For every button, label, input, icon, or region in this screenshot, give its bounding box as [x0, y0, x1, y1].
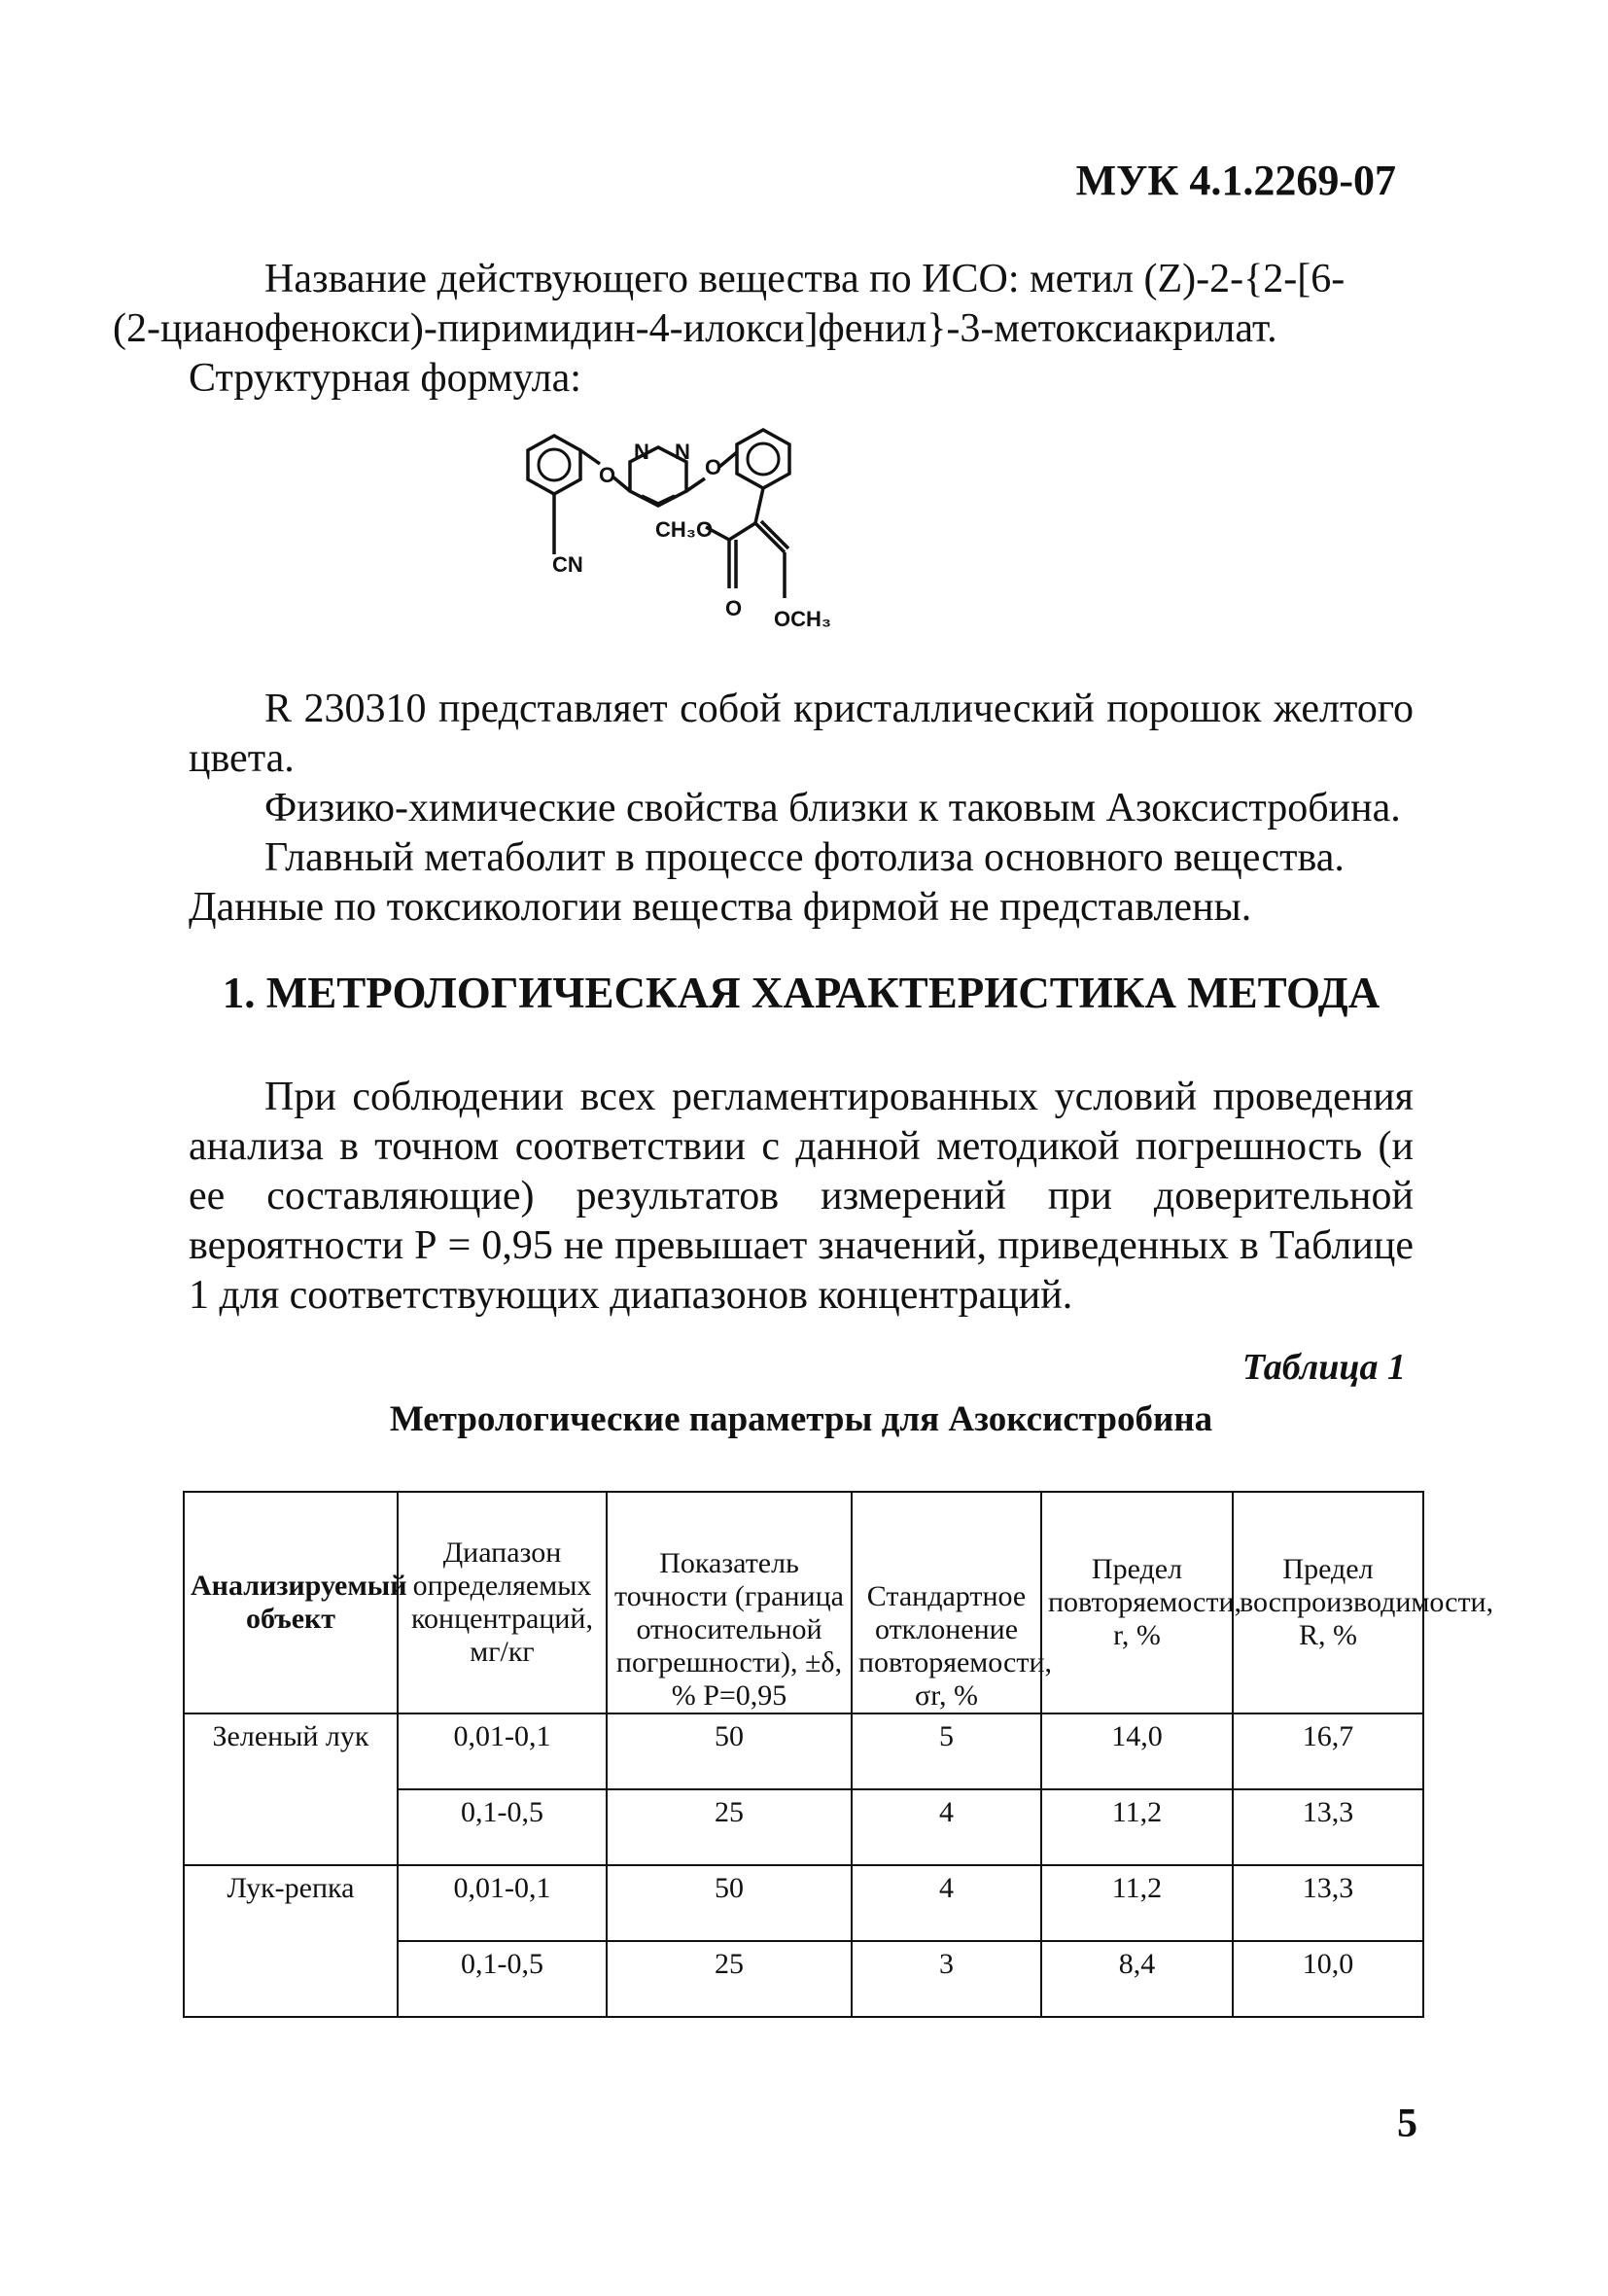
table-cell: 0,01-0,1: [398, 1865, 607, 1941]
table-cell: 13,3: [1233, 1789, 1423, 1865]
atom-o2: O: [705, 455, 722, 479]
table-title: Метрологические параметры для Азоксистробина: [389, 1399, 1213, 1439]
page-number: 5: [1397, 2102, 1417, 2146]
table-cell: 14,0: [1041, 1713, 1233, 1789]
table-row: [184, 1713, 1423, 1789]
object-cell: Лук-репка: [184, 1865, 398, 2017]
group-ch3o: CH₃O: [655, 517, 714, 542]
substance-name: [113, 255, 1414, 404]
table-label: Таблица 1: [1241, 1347, 1406, 1388]
description-p3-line1: Главный метаболит в процессе фотолиза основного вещества.: [264, 835, 1345, 880]
description-p1: R 230310 представляет собой кристаллический порошок желтого цвета.: [189, 687, 1414, 781]
substance-name-line1: Название действующего вещества по ИСО: метил (Z)-2-{2-[6-: [264, 257, 1346, 301]
table-cell: 3: [852, 1941, 1041, 2017]
table-cell: 25: [607, 1789, 852, 1865]
table-cell: 0,1-0,5: [398, 1941, 607, 2017]
table-cell: 11,2: [1041, 1789, 1233, 1865]
header-range: Диапазон определяемых концентраций, мг/кг: [398, 1492, 607, 1713]
table-cell: 10,0: [1233, 1941, 1423, 2017]
table-cell: 25: [607, 1941, 852, 2017]
table-header-row: [184, 1492, 1423, 1713]
table-cell: 11,2: [1041, 1865, 1233, 1941]
section-title: 1. МЕТРОЛОГИЧЕСКАЯ ХАРАКТЕРИСТИКА МЕТОДА: [222, 969, 1381, 1017]
section-body: При соблюдении всех регламентированных условий проведения анализа в точном соответствии с данной методикой погрешность (и ее составляющие) результатов измерений при доверительной вероятности Р = 0,95 не превышает значений, приведенных в Таблице 1 для соответствующих диапазонов концентраций.: [189, 1075, 1414, 1318]
table-cell: 0,01-0,1: [398, 1713, 607, 1789]
table-cell: 8,4: [1041, 1941, 1233, 2017]
document-code: МУК 4.1.2269-07: [1075, 157, 1396, 204]
group-cn: CN: [552, 552, 583, 577]
table-cell: 13,3: [1233, 1865, 1423, 1941]
table-cell: 50: [607, 1713, 852, 1789]
group-och3: OCH₃: [774, 607, 832, 631]
atom-n1: N: [634, 440, 649, 464]
table-cell: 16,7: [1233, 1713, 1423, 1789]
table-cell: 5: [852, 1713, 1041, 1789]
table-row: [184, 1865, 1423, 1941]
header-std-dev: Стандартное отклонение повторяемости, σr, %: [852, 1492, 1041, 1713]
table-cell: 0,1-0,5: [398, 1789, 607, 1865]
description-p3-line2: Данные по токсикологии вещества фирмой не представлены.: [189, 885, 1252, 930]
header-object: Анализируемый объект: [184, 1492, 398, 1713]
atom-n2: N: [675, 440, 690, 464]
table-cell: 4: [852, 1865, 1041, 1941]
table-cell: 50: [607, 1865, 852, 1941]
object-cell: Зеленый лук: [184, 1713, 398, 1865]
atom-o1: O: [599, 463, 616, 487]
description-p2: Физико-химические свойства близки к таковым Азоксистробина.: [264, 786, 1401, 830]
substance-name-line2: (2-цианофенокси)-пиримидин-4-илокси]фенил}-3-метоксиакрилат.: [113, 306, 1277, 351]
structural-formula: [506, 418, 972, 652]
metrology-table: [183, 1491, 1494, 2018]
header-repeatability: Предел повторяемости, r, %: [1041, 1492, 1233, 1713]
header-accuracy: Показатель точности (граница относительной погрешности), ±δ, % Р=0,95: [607, 1492, 852, 1713]
atom-o3: O: [725, 596, 743, 620]
header-reproducibility: Предел воспроизводимости, R, %: [1233, 1492, 1423, 1713]
formula-label: Структурная формула:: [189, 356, 581, 401]
table-cell: 4: [852, 1789, 1041, 1865]
